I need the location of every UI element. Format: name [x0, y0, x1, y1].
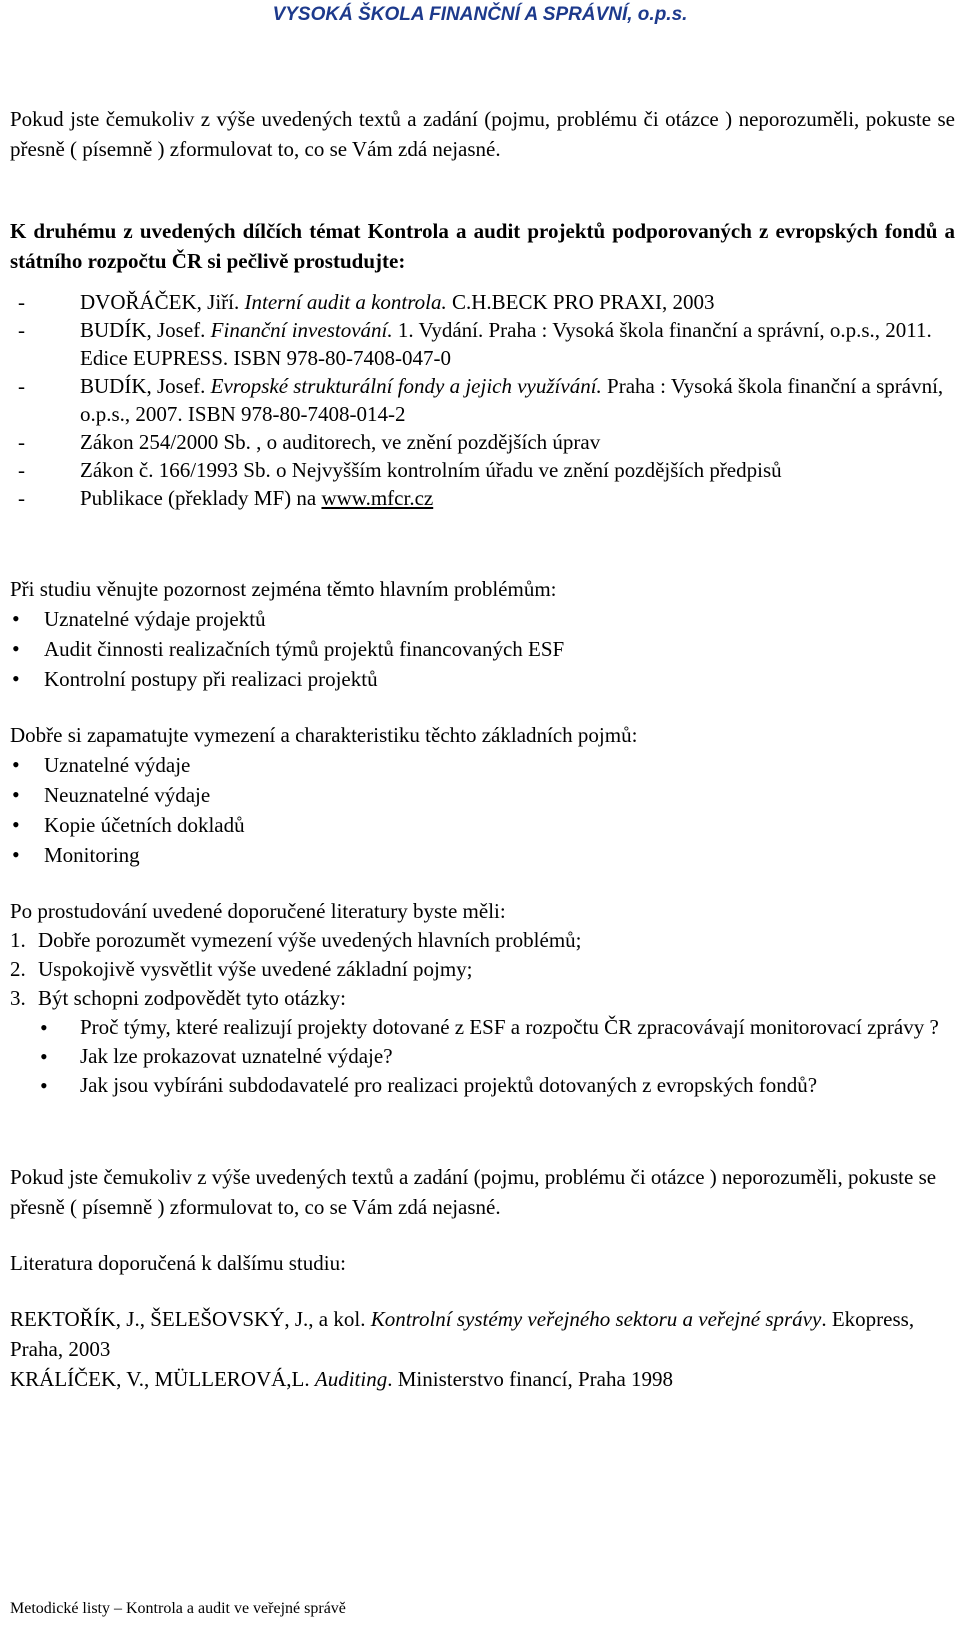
question-item: • Jak jsou vybíráni subdodavatelé pro realizaci projektů dotovaných z evropských fondů?: [10, 1071, 955, 1100]
reference-item: - DVOŘÁČEK, Jiří. Interní audit a kontrola. C.H.BECK PRO PRAXI, 2003: [10, 288, 955, 316]
list-item: 2. Uspokojivě vysvětlit výše uvedené základní pojmy;: [10, 957, 473, 981]
list-item: • Audit činnosti realizačních týmů projektů financovaných ESF: [10, 634, 955, 664]
list-item: 1. Dobře porozumět vymezení výše uvedených hlavních problémů;: [10, 928, 582, 952]
page-body: [10, 104, 955, 1394]
further-reading-heading: Literatura doporučená k dalšímu studiu:: [10, 1251, 346, 1275]
list-item: 3. Být schopni zodpovědět tyto otázky:: [10, 986, 346, 1010]
topic-heading: K druhému z uvedených dílčích témat Kontrola a audit projektů podporovaných z evropských fondů a státního rozpočtu ČR si pečlivě prostudujte:: [10, 219, 955, 273]
further-reading-item: KRÁLÍČEK, V., MÜLLEROVÁ,L. Auditing. Ministerstvo financí, Praha 1998: [10, 1367, 674, 1391]
problems-heading: Při studiu věnujte pozornost zejména těmto hlavním problémům:: [10, 577, 557, 601]
list-item: • Kopie účetních dokladů: [10, 810, 955, 840]
questions-list: [10, 1013, 955, 1100]
concepts-heading: Dobře si zapamatujte vymezení a charakteristiku těchto základních pojmů:: [10, 723, 638, 747]
reference-item: - Zákon 254/2000 Sb. , o auditorech, ve znění pozdějších úprav: [10, 428, 955, 456]
intro-note: Pokud jste čemukoliv z výše uvedených textů a zadání (pojmu, problému či otázce ) neporozuměli, pokuste se přesně ( písemně ) zformulovat to, co se Vám zdá nejasné.: [10, 107, 955, 161]
reference-item: - Publikace (překlady MF) na www.mfcr.cz: [10, 484, 955, 512]
list-item: • Uznatelné výdaje: [10, 750, 955, 780]
concepts-list: [10, 750, 955, 870]
list-item: • Kontrolní postupy při realizaci projektů: [10, 664, 955, 694]
document-header: VYSOKÁ ŠKOLA FINANČNÍ A SPRÁVNÍ, o.p.s.: [272, 4, 688, 25]
outcomes-list: [10, 926, 955, 1013]
reference-item: - BUDÍK, Josef. Finanční investování. 1. Vydání. Praha : Vysoká škola finanční a správní, o.p.s., 2011. Edice EUPRESS. ISBN 978-80-7408-047-0: [10, 316, 955, 372]
page-footer: Metodické listy – Kontrola a audit ve veřejné správě: [10, 1600, 346, 1617]
question-item: • Jak lze prokazovat uznatelné výdaje?: [10, 1042, 955, 1071]
outro-note: Pokud jste čemukoliv z výše uvedených textů a zadání (pojmu, problému či otázce ) neporozuměli, pokuste se přesně ( písemně ) zformulovat to, co se Vám zdá nejasné.: [10, 1165, 937, 1219]
list-item: • Monitoring: [10, 840, 955, 870]
list-item: • Uznatelné výdaje projektů: [10, 604, 955, 634]
question-item: • Proč týmy, které realizují projekty dotované z ESF a rozpočtu ČR zpracovávají monitorovací zprávy ?: [10, 1013, 955, 1042]
reference-item: - Zákon č. 166/1993 Sb. o Nejvyšším kontrolním úřadu ve znění pozdějších předpisů: [10, 456, 955, 484]
problems-list: [10, 604, 955, 694]
further-reading-item: REKTOŘÍK, J., ŠELEŠOVSKÝ, J., a kol. Kontrolní systémy veřejného sektoru a veřejné správy. Ekopress, Praha, 2003: [10, 1307, 915, 1361]
reference-item: - BUDÍK, Josef. Evropské strukturální fondy a jejich využívání. Praha : Vysoká škola finanční a správní, o.p.s., 2007. ISBN 978-80-7408-014-2: [10, 372, 955, 428]
outcomes-heading: Po prostudování uvedené doporučené literatury byste měli:: [10, 899, 506, 923]
reference-list: [10, 288, 955, 512]
mfcr-link[interactable]: www.mfcr.cz: [321, 486, 434, 510]
list-item: • Neuznatelné výdaje: [10, 780, 955, 810]
